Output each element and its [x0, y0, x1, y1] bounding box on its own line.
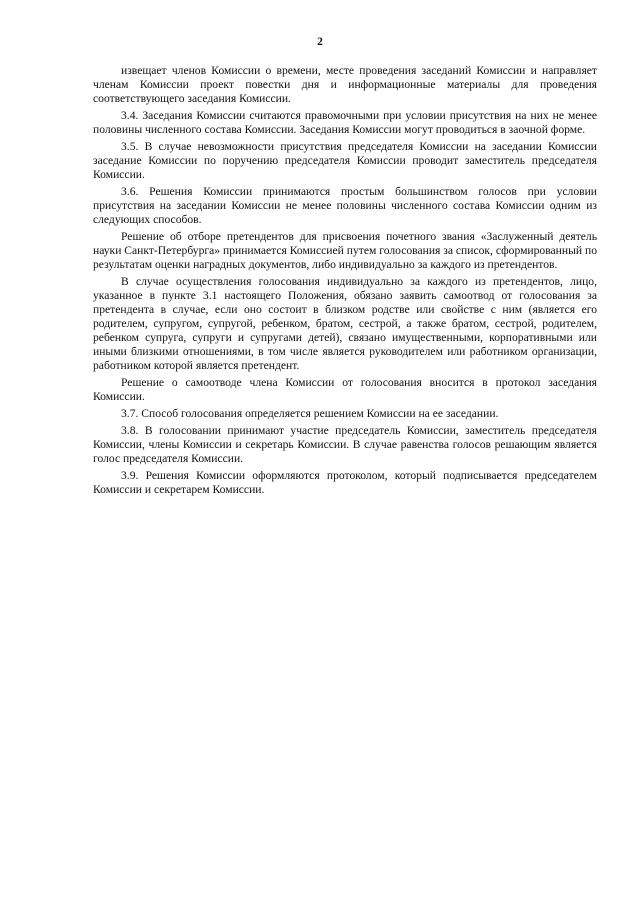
- paragraph-continuation: извещает членов Комиссии о времени, месте проведения заседаний Комиссии и направляет членам Комиссии проект повестки дня и информационные материалы для проведения соответствующего заседания Комиссии.: [93, 64, 597, 105]
- paragraph-3-5: 3.5. В случае невозможности присутствия председателя Комиссии на заседании Комиссии заседание Комиссии по поручению председателя Комиссии проводит заместитель председателя Комиссии.: [93, 140, 597, 181]
- document-body: [93, 64, 597, 500]
- paragraph-3-8: 3.8. В голосовании принимают участие председатель Комиссии, заместитель председателя Комиссии, члены Комиссии и секретарь Комиссии. В случае равенства голосов решающим является голос председателя Комиссии.: [93, 424, 597, 465]
- page-number: 2: [317, 36, 323, 48]
- paragraph-3-6: 3.6. Решения Комиссии принимаются простым большинством голосов при условии присутствия на заседании Комиссии не менее половины численного состава Комиссии одним из следующих способов.: [93, 185, 597, 226]
- paragraph-individual-vote: В случае осуществления голосования индивидуально за каждого из претендентов, лицо, указанное в пункте 3.1 настоящего Положения, обязано заявить самоотвод от голосования за претендента в случае, если оно состоит в близком родстве или свойстве с ним (является его родителем, супругом, супругой, ребенком, братом, сестрой, а также братом, сестрой, родителем, ребенком супруга, супруги и супругами детей), связано имущественными, корпоративными или иными близкими отношениями, в том числе является руководителем или работником организации, работником которой является претендент.: [93, 275, 597, 372]
- paragraph-recusal: Решение о самоотводе члена Комиссии от голосования вносится в протокол заседания Комиссии.: [93, 376, 597, 403]
- paragraph-list-decision: Решение об отборе претендентов для присвоения почетного звания «Заслуженный деятель науки Санкт-Петербурга» принимается Комиссией путем голосования за список, сформированный по результатам оценки наградных документов, либо индивидуально за каждого из претендентов.: [93, 230, 597, 271]
- paragraph-3-4: 3.4. Заседания Комиссии считаются правомочными при условии присутствия на них не менее половины численного состава Комиссии. Заседания Комиссии могут проводиться в заочной форме.: [93, 109, 597, 136]
- paragraph-3-9: 3.9. Решения Комиссии оформляются протоколом, который подписывается председателем Комиссии и секретарем Комиссии.: [93, 469, 597, 496]
- paragraph-3-7: 3.7. Способ голосования определяется решением Комиссии на ее заседании.: [121, 407, 499, 420]
